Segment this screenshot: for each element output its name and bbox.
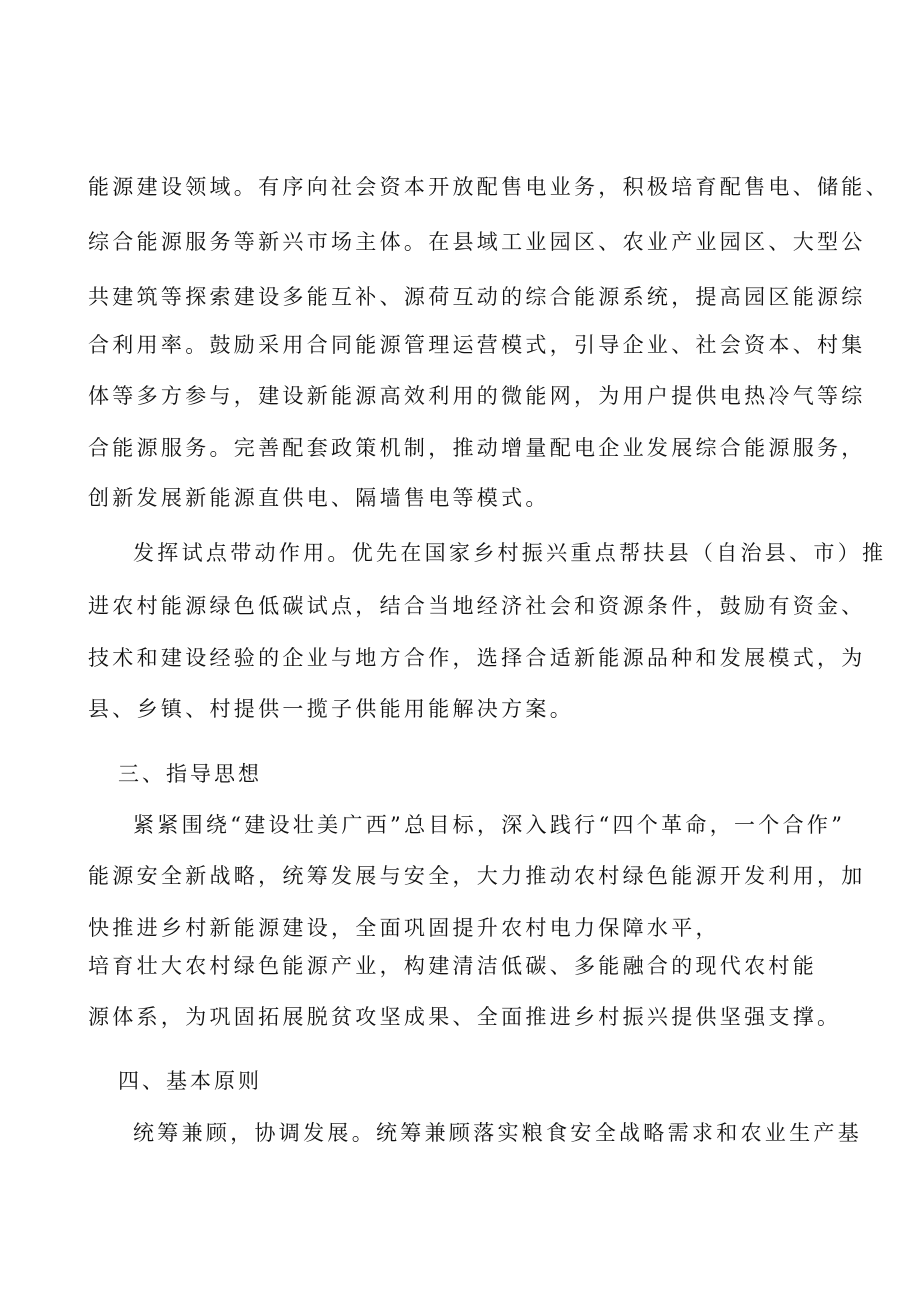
section-3-heading: 三、指导思想: [118, 762, 262, 786]
paragraph-1-line-6: 合能源服务。完善配套政策机制，推动增量配电企业发展综合能源服务，: [88, 436, 866, 460]
section-3-line-5: 源体系，为巩固拓展脱贫攻坚成果、全面推进乡村振兴提供坚强支撑。: [88, 1005, 842, 1029]
section-3-line-4: 培育壮大农村绿色能源产业，构建清洁低碳、多能融合的现代农村能: [88, 954, 817, 978]
paragraph-2-line-2: 进农村能源绿色低碳试点，结合当地经济社会和资源条件，鼓励有资金、: [88, 594, 866, 618]
section-3-line-1: 紧紧围绕“建设壮美广西”总目标，深入践行“四个革命，一个合作”: [133, 813, 846, 837]
paragraph-2-line-1: 发挥试点带动作用。优先在国家乡村振兴重点帮扶县（自治县、市）推: [133, 541, 887, 565]
paragraph-1-line-5: 体等多方参与，建设新能源高效利用的微能网，为用户提供电热冷气等综: [88, 384, 866, 408]
section-3-line-2: 能源安全新战略，统筹发展与安全，大力推动农村绿色能源开发利用，加: [88, 864, 866, 888]
paragraph-1-line-1: 能源建设领域。有序向社会资本开放配售电业务，积极培育配售电、储能、: [88, 175, 890, 199]
section-3-line-3: 快推进乡村新能源建设，全面巩固提升农村电力保障水平，: [88, 916, 720, 940]
paragraph-1-line-3: 共建筑等探索建设多能互补、源荷互动的综合能源系统，提高园区能源综: [88, 285, 866, 309]
section-4-heading: 四、基本原则: [118, 1069, 262, 1093]
section-4-line-1: 统筹兼顾，协调发展。统筹兼顾落实粮食安全战略需求和农业生产基: [133, 1121, 862, 1145]
paragraph-2-line-4: 县、乡镇、村提供一揽子供能用能解决方案。: [88, 697, 574, 721]
paragraph-2-line-3: 技术和建设经验的企业与地方合作，选择合适新能源品种和发展模式，为: [88, 646, 866, 670]
paragraph-1-line-4: 合利用率。鼓励采用合同能源管理运营模式，引导企业、社会资本、村集: [88, 333, 866, 357]
paragraph-1-line-2: 综合能源服务等新兴市场主体。在县域工业园区、农业产业园区、大型公: [88, 230, 866, 254]
paragraph-1-line-7: 创新发展新能源直供电、隔墙售电等模式。: [88, 486, 550, 510]
